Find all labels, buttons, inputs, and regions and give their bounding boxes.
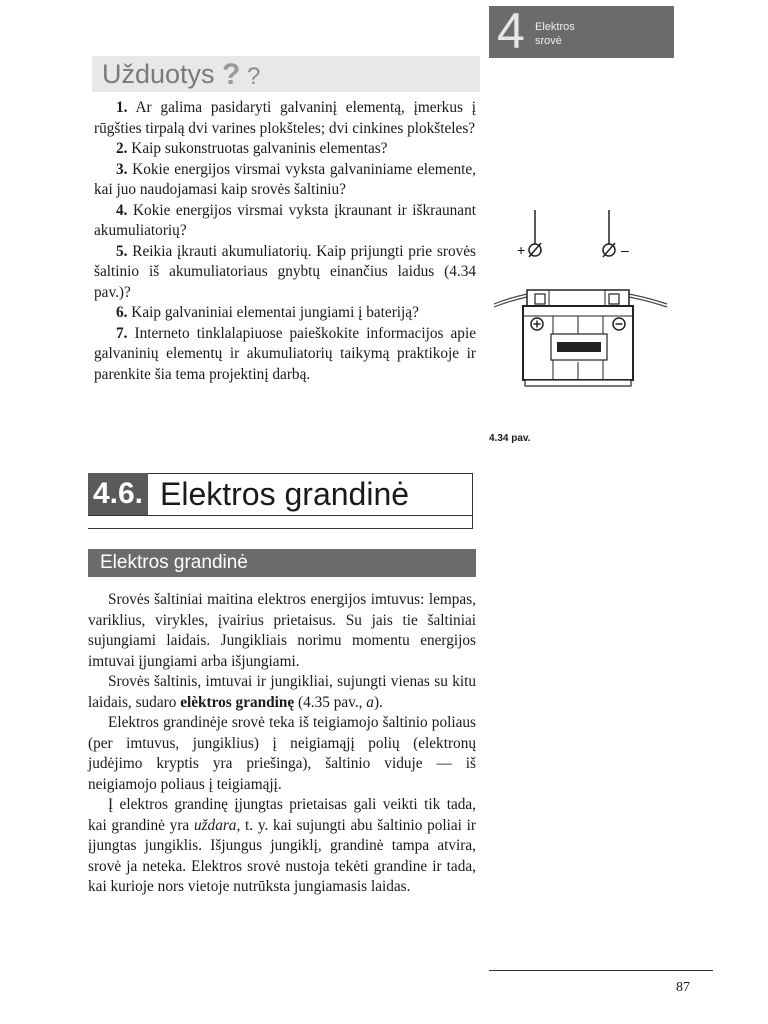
plus-terminal-icon — [529, 243, 541, 257]
plus-badge-icon — [531, 318, 543, 330]
question-mark-small: ? — [247, 63, 261, 90]
tasks-header — [92, 56, 480, 92]
section-rule — [88, 515, 472, 516]
section-number: 4.6. — [88, 473, 148, 515]
page-number: 87 — [676, 980, 690, 995]
section-heading — [88, 473, 473, 529]
minus-terminal-icon — [603, 243, 615, 257]
task-text: Kaip galvaniniai elementai jungiami į bateriją? — [127, 304, 419, 321]
paragraph — [88, 795, 476, 898]
task-item — [94, 139, 476, 160]
task-text: Kokie energijos virsmai vyksta įkraunant ir iškraunant akumuliatorių? — [94, 201, 476, 239]
term-italic: a — [366, 693, 374, 711]
plus-label: + — [517, 242, 526, 258]
text-run: Srovės šaltinis, imtuvai ir jungikliai, sujungti vienas su kitu laidais, sudaro — [88, 673, 476, 711]
question-mark-large: ? — [222, 58, 241, 91]
task-text: Interneto tinklalapiuose paieškokite informacijos apie galvaninių elementų ir akumuliatorių taikymą praktikoje ir parenkite šia tema projektinį darbą. — [94, 324, 476, 383]
minus-label: – — [621, 242, 629, 258]
task-item — [94, 324, 476, 386]
term-italic: uždara — [193, 816, 237, 834]
subsection-heading — [88, 549, 476, 577]
minus-badge-icon — [613, 318, 625, 330]
battery-diagram — [489, 208, 674, 420]
subsection-title: Elektros grandinė — [100, 552, 248, 573]
task-text: Kokie energijos virsmai vyksta galvaniniame elemente, kai juo naudojamasi kaip srovės šaltiniu? — [94, 160, 476, 198]
task-number: 4. — [116, 201, 128, 219]
task-number: 3. — [116, 160, 128, 178]
text-run: , t. y. kai sujungti abu šaltinio poliai ir įjungtas jungiklis. Išjungus jungiklį, grandinė tampa atvira, srovė ja neteka. Elektros srovė nustoja tekėti grandine ir tada, kai kurioje nors vietoje nutrūksta jungiamasis laidas. — [88, 816, 476, 895]
paragraph: Srovės šaltiniai maitina elektros energijos imtuvus: lempas, variklius, virykles, įvairius prietaisus. Su jais tie šaltiniai sujungiami laidais. Jungikliais norimu momentu energijos imtuvai įjungiami arba išjungiami. — [88, 591, 476, 670]
task-text: Reikia įkrauti akumuliatorių. Kaip prijungti prie srovės šaltinio iš akumuliatoriaus gnybtų einančius laidus (4.34 pav.)? — [94, 242, 476, 301]
chapter-title — [535, 20, 575, 48]
paragraph — [88, 672, 476, 713]
task-text: Kaip sukonstruotas galvaninis elementas? — [127, 140, 388, 157]
chapter-title-line1: Elektros — [535, 21, 575, 33]
task-number: 6. — [116, 304, 128, 321]
task-number: 7. — [116, 324, 128, 342]
task-item — [94, 242, 476, 304]
task-number: 5. — [116, 242, 128, 260]
text-run: Į elektros grandinę įjungtas prietaisas gali veikti tik tada, kai grandinė yra — [88, 796, 476, 834]
task-list — [94, 98, 476, 385]
term-bold: elèktros grandinę — [180, 693, 295, 711]
section-title: Elektros grandinė — [160, 476, 410, 512]
task-text: Ar galima pasidaryti galvaninį elementą, įmerkus į rūgšties tirpalą dvi varines plokšteles; dvi cinkines plokšteles? — [94, 99, 476, 137]
question-marks-icon — [222, 60, 260, 92]
text-run: (4.35 pav., — [294, 693, 367, 711]
body-text — [88, 590, 476, 898]
chapter-tab — [489, 6, 674, 58]
chapter-title-line2: srovė — [535, 35, 562, 47]
task-item — [94, 201, 476, 242]
footer-rule — [489, 970, 713, 971]
figure-caption: 4.34 pav. — [489, 433, 531, 444]
paragraph: Elektros grandinėje srovė teka iš teigiamojo šaltinio poliaus (per imtuvus, jungiklius) į neigiamąjį polių (elektronų judėjimo kryptis yra priešinga), šaltinio viduje — iš neigiamojo poliaus į teigiamąjį. — [88, 714, 476, 793]
battery-figure — [489, 208, 674, 420]
chapter-number: 4 — [497, 6, 525, 58]
task-item — [94, 303, 476, 324]
task-number: 1. — [116, 99, 128, 116]
task-item — [94, 160, 476, 201]
task-item — [94, 98, 476, 139]
tasks-title: Užduotys — [102, 59, 215, 89]
text-run: ). — [373, 693, 383, 711]
task-number: 2. — [116, 140, 128, 157]
